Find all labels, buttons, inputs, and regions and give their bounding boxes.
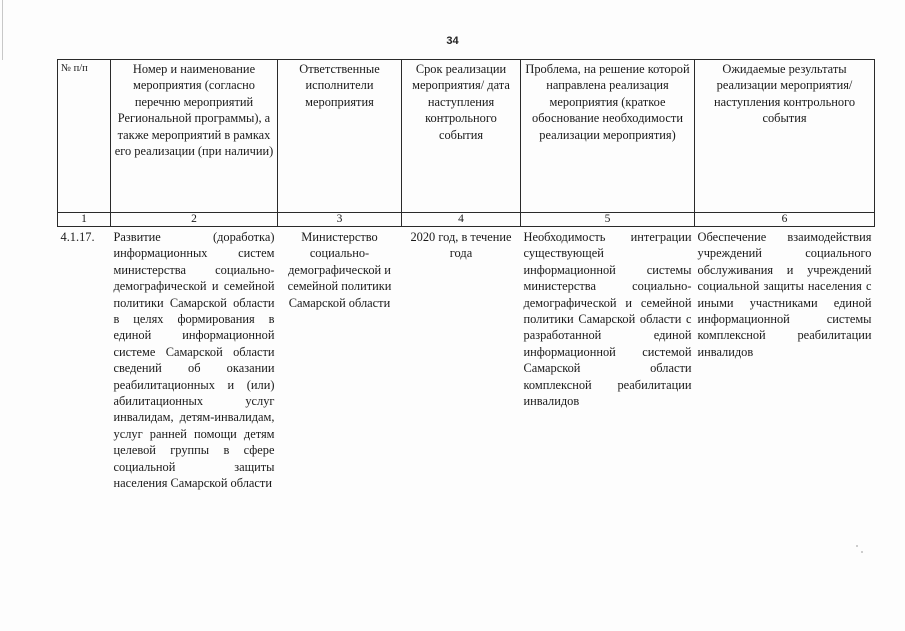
row-measure-name: Развитие (доработка) информационных систем министерства социально-демографической и семейной политики Самарской области в целях формирования в единой информационной системе Самарской области сведений об оказании реабилитационных и (или) абилитационных услуг инвалидам, детям-инвалидам, услуг ранней помощи детям целевой группы в сфере социальной защиты населения Самарской области [113,230,275,491]
header-expected-results: Ожидаемые результаты реализации мероприятия/ наступления контрольного события [695,60,875,213]
column-index: 3 [278,213,402,227]
column-index: 2 [111,213,278,227]
table-row [58,227,875,493]
header-executors: Ответственные исполнители мероприятия [278,60,402,213]
row-term: 2020 год, в течение года [410,230,512,261]
row-number: 4.1.17. [60,230,95,244]
column-index: 5 [521,213,695,227]
column-index: 1 [58,213,111,227]
header-number: № п/п [58,60,111,213]
column-index: 6 [695,213,875,227]
row-executor: Министерство социально-демографической и семейной политики Самарской области [287,230,392,310]
page-number: 34 [446,35,459,47]
row-problem: Необходимость интеграции существующей информационной системы министерства социально-демографической и семейной политики Самарской области с разработанной единой информационной системой Самарской области комплексной реабилитации инвалидов [523,230,692,409]
header-problem: Проблема, на решение которой направлена реализация мероприятия (краткое обоснование необходимости реализации мероприятия) [521,60,695,213]
measures-table [57,59,875,493]
scan-edge-mark [2,0,3,60]
row-expected-result: Обеспечение взаимодействия учреждений социального обслуживания и учреждений социальной защиты населения с иными участниками единой информационной системы комплексной реабилитации инвалидов [697,230,872,359]
column-index: 4 [402,213,521,227]
scan-speck [856,545,858,547]
header-term: Срок реализации мероприятия/ дата наступления контрольного события [402,60,521,213]
scan-speck [861,551,863,553]
column-index-row [58,213,875,227]
header-measure-name: Номер и наименование мероприятия (согласно перечню мероприятий Региональной программы), а также мероприятий в рамках его реализации (при наличии) [111,60,278,213]
table-header-row [58,60,875,213]
